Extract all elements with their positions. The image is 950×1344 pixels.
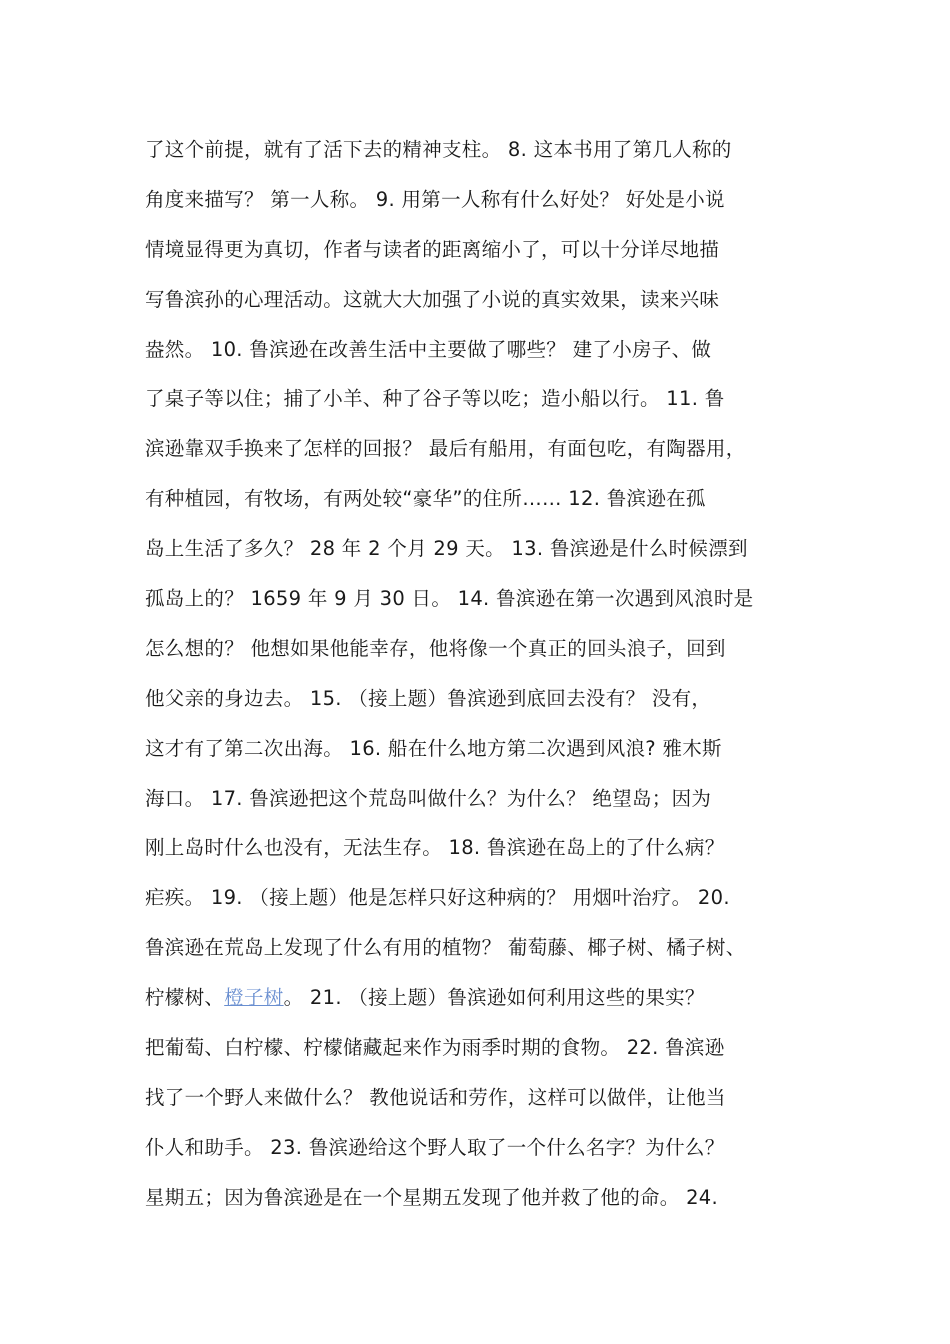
text-line: 情境显得更为真切，作者与读者的距离缩小了，可以十分详尽地描 <box>145 237 720 261</box>
text-line: 刚上岛时什么也没有，无法生存。 18. 鲁滨逊在岛上的了什么病？ <box>145 836 725 860</box>
text-line: 了桌子等以住；捕了小羊、种了谷子等以吃；造小船以行。 11. 鲁 <box>145 387 725 411</box>
text-line: 滨逊靠双手换来了怎样的回报？ 最后有船用，有面包吃，有陶器用， <box>145 437 746 461</box>
text-line: 有种植园，有牧场，有两处较“豪华”的住所…… 12. 鲁滨逊在孤 <box>145 487 706 511</box>
text-line: 角度来描写？ 第一人称。 9. 用第一人称有什么好处？ 好处是小说 <box>145 187 725 211</box>
text-line: 这才有了第二次出海。 16. 船在什么地方第二次遇到风浪? 雅木斯 <box>145 736 722 760</box>
text-line: 孤岛上的？ 1659 年 9 月 30 日。 14. 鲁滨逊在第一次遇到风浪时是 <box>145 587 754 611</box>
text-line: 海口。 17. 鲁滨逊把这个荒岛叫做什么？为什么？ 绝望岛；因为 <box>145 786 712 810</box>
text-line: 写鲁滨孙的心理活动。这就大大加强了小说的真实效果，读来兴味 <box>145 287 720 311</box>
text-line: 找了一个野人来做什么？ 教他说话和劳作，这样可以做伴，让他当 <box>145 1085 726 1109</box>
text-segment: 。 21. （接上题）鲁滨逊如何利用这些的果实？ <box>283 986 705 1010</box>
text-line: 他父亲的身边去。 15. （接上题）鲁滨逊到底回去没有？ 没有， <box>145 686 712 710</box>
text-line: 把葡萄、白柠檬、柠檬储藏起来作为雨季时期的食物。 22. 鲁滨逊 <box>145 1036 725 1060</box>
text-line: 仆人和助手。 23. 鲁滨逊给这个野人取了一个什么名字？为什么？ <box>145 1135 725 1159</box>
text-line: 怎么想的？ 他想如果他能幸存，他将像一个真正的回头浪子，回到 <box>145 636 726 660</box>
text-line: 了这个前提，就有了活下去的精神支柱。 8. 这本书用了第几人称的 <box>145 138 732 161</box>
text-segment: 柠檬树、 <box>145 986 225 1010</box>
text-line: 星期五；因为鲁滨逊是在一个星期五发现了他并救了他的命。 24. <box>145 1185 719 1209</box>
document-body <box>145 125 835 1223</box>
text-line: 岛上生活了多久？ 28 年 2 个月 29 天。 13. 鲁滨逊是什么时候漂到 <box>145 537 748 561</box>
text-line: 盎然。 10. 鲁滨逊在改善生活中主要做了哪些？ 建了小房子、做 <box>145 337 712 361</box>
text-line: 疟疾。 19. （接上题）他是怎样只好这种病的？ 用烟叶治疗。 20. <box>145 886 730 910</box>
text-line: 鲁滨逊在荒岛上发现了什么有用的植物？ 葡萄藤、椰子树、橘子树、 <box>145 936 746 960</box>
orange-tree-link[interactable]: 橙子树 <box>224 986 284 1010</box>
text-line-with-link <box>145 973 835 1023</box>
